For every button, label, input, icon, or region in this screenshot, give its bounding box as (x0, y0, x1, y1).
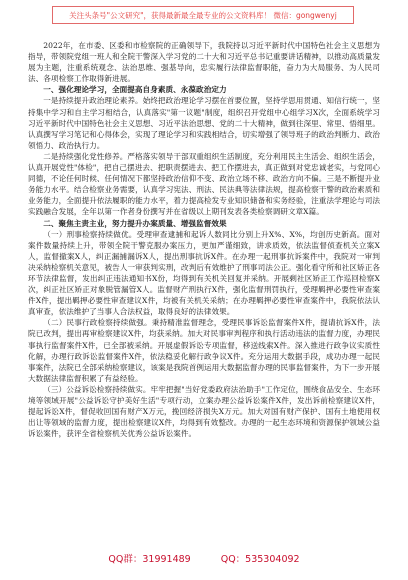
document-body (28, 40, 380, 439)
footer-contact (0, 548, 408, 568)
body-paragraph: 二是持续强化党性修养。严格落实领导干部双重组织生活制度，充分利用民主生活会、组织生活会，认真开展党性"体检"，把自己摆进去、把职责摆进去、把工作摆进去，真正做到对党忠诚老实，与党同心同德，不论任何时候、任何情况下都坚持政治信仰不变、政治立场不移、政治方向不偏。三是不断提升业务能力水平。结合检察业务需要，认真学习宪法、刑法、民法典等法律法规，提高检察干警的政治素质和业务能力，全面提升依法履职的能力水平，着力提高检发专业知识储备和实务经验，注重法学理论与司法实践融合发展，全年以第一作者身份撰写并在省级以上期刊发表各类检察调研文章X篇。 (28, 151, 380, 217)
body-paragraph: （二）民事行政检察持续做强。秉持精准监督理念，受理民事诉讼监督案件X件，提请抗诉X件，法院已改判，提出再审检察建议X件，均获采纳。加大对民事审判程序和执行活动违法的监督力度，办理民事执行监督案件X件，已全部被采纳。开展虚假诉讼专项监督，移送线索X件。深入推进行政争议实质性化解，办理行政诉讼监督案件X件，依法稳妥化解行政争议X件。充分运用大数据手段，成功办理一起民事案件，法院已全部采纳检察建议，该案是我院首例运用大数据监督办理的民事监督案件，为下一步开展大数据法律监督积累了有益经验。 (28, 318, 380, 383)
section-heading-2: 二、聚焦主责主业，努力提升办案质量、增强监督效果 (43, 218, 227, 228)
header-banner: 关注头条号"公文研究"，获得最新最全最专业的公文资料库！ 微信：gongwenyj (52, 6, 354, 24)
qq-group-number: QQ群：31991489 (108, 554, 191, 565)
qq-number: QQ：535304092 (220, 554, 300, 565)
section-heading-1: 一、强化理论学习，全面提高自身素质、永葆政治定力 (43, 85, 227, 95)
body-paragraph: （三）公益诉讼检察持续做实。牢牢把握"当好党委政府法治助手"工作定位，围绕食品安全、生态环境等领域开展"公益诉讼守护美好生活"专项行动，立案办理公益诉讼案件X件，发出诉前检察建议X件，提起诉讼X件，督促收回国有财产X万元，挽回经济损失X万元。加大对国有财产保护、国有土地使用权出让等领域的监督力度，提出检察建议X件，均得到有效整改。办理的一起生态环境和资源保护领域公益诉讼案件，获评全省检察机关优秀公益诉讼案件。 (28, 384, 380, 439)
body-paragraph: 一是持续提升政治理论素养。始终把政治理论学习摆在首要位置，坚持学思用贯通、知信行统一，坚持集中学习和自主学习相结合，认真落实"第一议题"制度，组织召开党组中心组学习X次，全面系统学习习近平新时代中国特色社会主义思想、习近平法治思想、党的二十大精神，做到往深里、常里、悟细里。认真撰写学习笔记和心得体会，实现了理论学习和实践相结合，切实增强了领导班子的政治判断力、政治领悟力、政治执行力。 (28, 96, 380, 150)
body-paragraph: （一）刑事检察持续做优。受理审查逮捕和起诉人数同比分别上升X%、X%，均创历史新高。面对案件数量持续上升，带领全院干警克服办案压力，更加严谨细致，讲求质效，依法监督侦查机关立案X人，监督撤案X人，纠正漏捕漏诉X人，提出刑事抗诉X件。在办理一起刑事抗诉案件中，我院对一审判决采纳检察机关意见，被告人一审获判实刑，改判后有效维护了刑事司法公正。强化看守所和社区矫正各环节法律监督，发出纠正违法通知书X份，均得到有关机关回复并采纳。开展剩社区矫正工作巡回检察X次，纠正社区矫正对象脱管漏管X人。监督财产刑执行X件，强化监督刑罚执行，受理羁押必要性审查案件X件，提出羁押必要性审查建议X件，均被有关机关采纳；在办理羁押必要性审查案件中，我院依法认真审查，依法维护了当事人合法权益，取得良好的法律效果。 (28, 229, 380, 317)
intro-paragraph: 2022年，在市委、区委和市检察院的正确领导下，我院持以习近平新时代中国特色社会主义思想为指导，带领院党组一班人和全院干警深入学习党的二十大和习近平总书记重要讲话精神，以推动高质量发展为主题，注重系统观念、法治思维、强基导向，忠实履行法律监督职能，奋力为大局服务、为人民司法、各项检察工作取得新进展。 (28, 41, 380, 84)
